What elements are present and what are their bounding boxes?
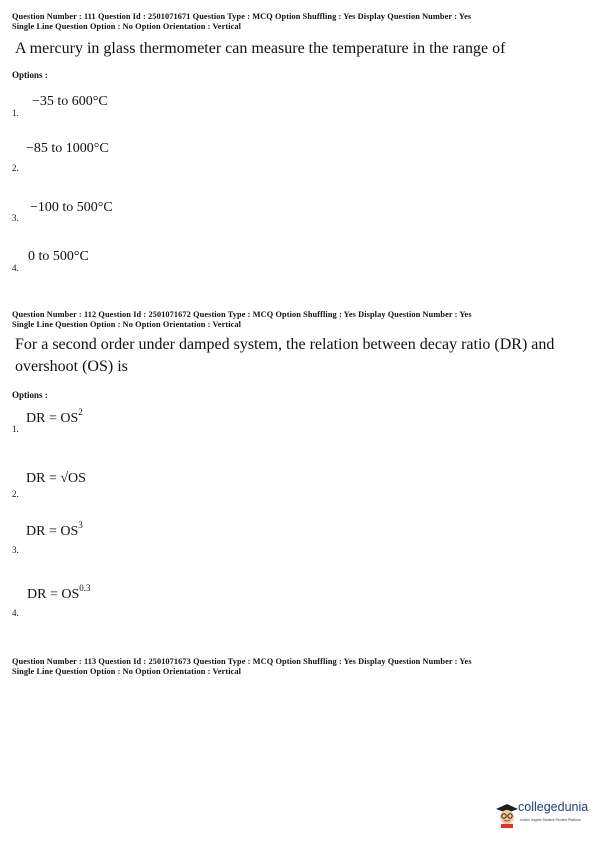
option-4-text: 0 to 500°C — [28, 249, 89, 264]
option-3-number: 3. — [12, 213, 19, 223]
meta-line-1: Question Number : 113 Question Id : 2501071673 Question Type : MCQ Option Shuffling : Yes Display Question Number : Yes — [12, 657, 472, 666]
question-111-text: A mercury in glass thermometer can measure the temperature in the range of — [15, 40, 506, 57]
meta-line-2: Single Line Question Option : No Option Orientation : Vertical — [12, 320, 242, 329]
option-2-text: −85 to 1000°C — [26, 141, 109, 156]
option-2-number: 2. — [12, 489, 19, 499]
options-label: Options : — [12, 390, 48, 400]
question-112-text: For a second order under damped system, the relation between decay ratio (DR) and overshoot (OS) is — [15, 336, 555, 375]
option-4-number: 4. — [12, 263, 19, 273]
formula-exponent: 3 — [78, 520, 83, 530]
logo-tagline: India's largest Student Review Platform — [520, 818, 581, 822]
collegedunia-logo — [494, 796, 594, 836]
option-1-text — [26, 407, 83, 427]
logo-wordmark: collegedunia — [518, 800, 589, 814]
question-113-meta — [12, 657, 472, 677]
question-112-meta — [12, 310, 472, 330]
meta-line-1: Question Number : 112 Question Id : 2501071672 Question Type : MCQ Option Shuffling : Yes Display Question Number : Yes — [12, 310, 472, 319]
meta-line-2: Single Line Question Option : No Option Orientation : Vertical — [12, 22, 242, 31]
question-111-meta — [12, 12, 471, 32]
formula-base: DR = √OS — [26, 471, 86, 486]
formula-base: DR = OS — [26, 411, 79, 426]
formula-base: DR = OS — [27, 587, 80, 602]
option-1-number: 1. — [12, 424, 19, 434]
meta-line-2: Single Line Question Option : No Option Orientation : Vertical — [12, 667, 242, 676]
option-2-number: 2. — [12, 163, 19, 173]
option-1-number: 1. — [12, 108, 19, 118]
formula-exponent: 0.3 — [79, 583, 91, 593]
option-3-text — [26, 520, 83, 540]
meta-line-1: Question Number : 111 Question Id : 2501071671 Question Type : MCQ Option Shuffling : Yes Display Question Number : Yes — [12, 12, 472, 21]
option-4-text — [27, 583, 91, 603]
options-label: Options : — [12, 70, 48, 80]
formula-exponent: 2 — [78, 407, 83, 417]
option-1-text: −35 to 600°C — [32, 94, 108, 109]
student-mascot-icon — [494, 800, 520, 828]
option-3-number: 3. — [12, 545, 19, 555]
option-3-text: −100 to 500°C — [30, 200, 113, 215]
option-2-text — [26, 471, 86, 487]
formula-base: DR = OS — [26, 524, 79, 539]
option-4-number: 4. — [12, 608, 19, 618]
